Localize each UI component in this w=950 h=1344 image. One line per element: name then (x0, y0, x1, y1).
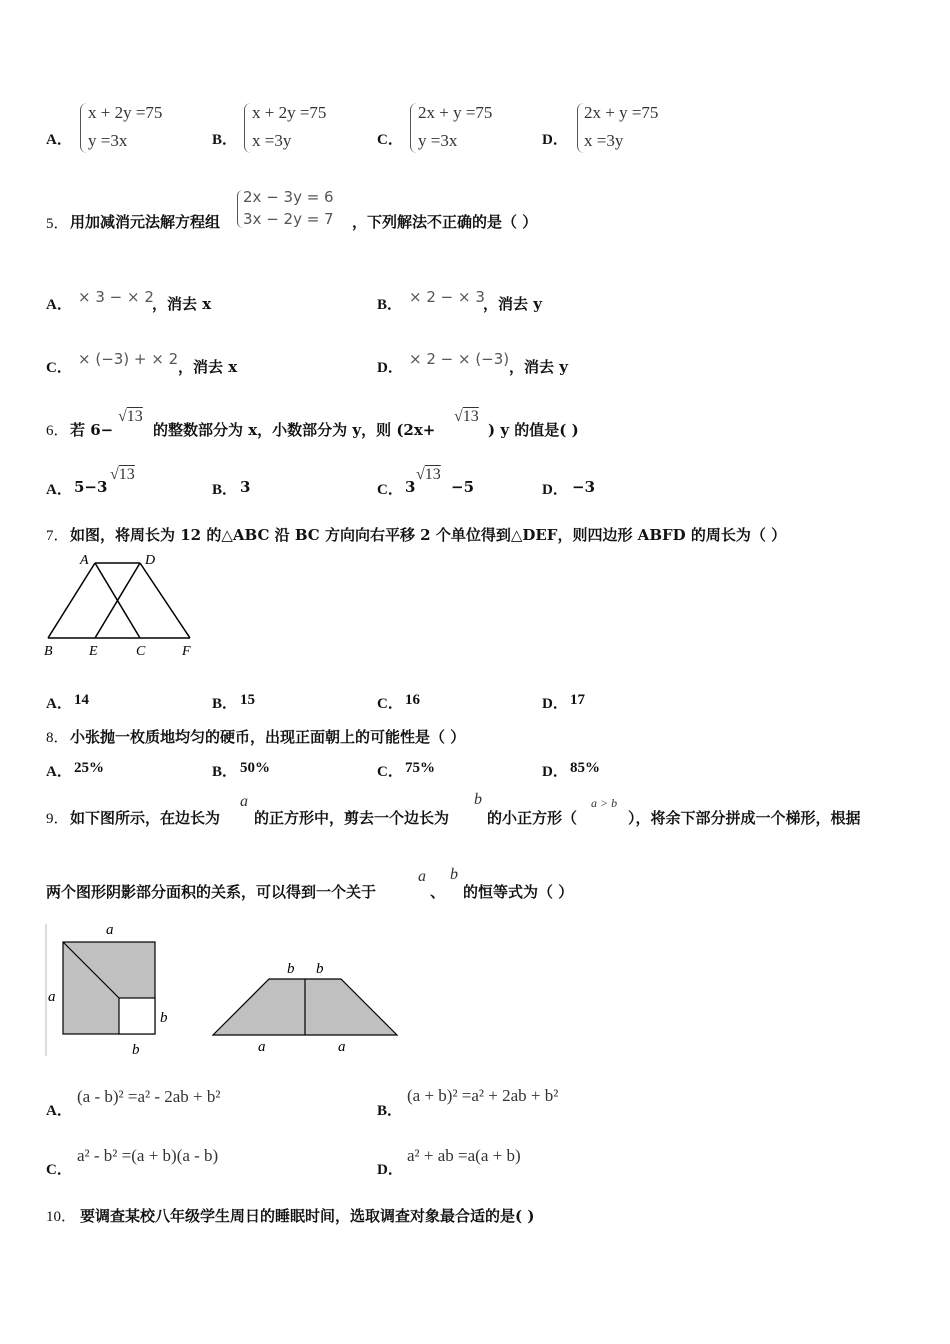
q9-fig-label-a2: a (338, 1039, 346, 1055)
q5-text-before: 用加减消元法解方程组 (70, 213, 221, 231)
q4-option-c-label: C． (377, 132, 403, 148)
q6-option-b-value: 3 (240, 478, 251, 496)
q6-option-c-sqrt: √13 (416, 466, 441, 483)
q6-option-c-post: −5 (451, 478, 475, 496)
q7-edge-ab (48, 563, 95, 638)
q8-text: 小张抛一枚质地均匀的硬币，出现正面朝上的可能性是（ ） (70, 728, 466, 746)
q4-option-d-eq2: x =3y (584, 131, 624, 150)
q9-text-1: 如下图所示，在边长为 (70, 809, 221, 827)
q5-option-b-suffix: ，消去 y (483, 295, 542, 313)
q9-text-3: 的小正方形（ (487, 809, 578, 827)
q4-option-d-brace (577, 103, 584, 153)
q7-label-b: B (44, 644, 53, 659)
q4-option-a-label: A． (46, 132, 72, 148)
q5-option-c-label: C． (46, 360, 72, 376)
q5-eq2: 3x − 2y = 7 (243, 210, 334, 228)
q9-fig-label-b1: b (287, 961, 295, 977)
q5-eq1: 2x − 3y = 6 (243, 188, 334, 206)
q4-option-b-eq2: x =3y (252, 131, 292, 150)
q6-text-3: ) y 的值是( ) (488, 421, 579, 439)
q9-fig-label-b-bottom: b (132, 1042, 140, 1058)
q4-option-c-brace (410, 103, 417, 153)
q9-option-b-label: B． (377, 1103, 403, 1119)
q4-option-b-brace (244, 103, 251, 153)
q9-text-2: 的正方形中，剪去一个边长为 (254, 809, 450, 827)
q5-number: 5． (46, 216, 69, 232)
q8-option-a-value: 25% (74, 760, 104, 776)
q8-option-c-value: 75% (405, 760, 435, 776)
q4-option-d-eq1: 2x + y =75 (584, 103, 659, 122)
q9-var-a: a (240, 793, 248, 810)
q6-option-a-pre: 5−3 (74, 478, 108, 496)
q6-option-b-label: B． (212, 482, 238, 498)
q9-fig-label-a-left: a (48, 989, 56, 1005)
q9-var-b: b (474, 791, 482, 808)
q4-option-b-eq1: x + 2y =75 (252, 103, 327, 122)
q5-option-a-expr: × 3 − × 2 (78, 288, 154, 306)
q6-option-c-pre: 3 (405, 478, 416, 496)
q9-condition: a > b (591, 796, 618, 810)
q6-sqrt-2: √13 (454, 408, 479, 425)
q7-option-b-value: 15 (240, 692, 255, 708)
q6-option-d-label: D． (542, 482, 568, 498)
q6-option-c-radicand: 13 (424, 466, 441, 483)
q6-sqrt-1-radicand: 13 (126, 408, 143, 425)
q4-option-c-eq2: y =3x (418, 131, 458, 150)
q7-figure-trapezoid (40, 548, 210, 660)
q5-option-c-suffix: ，消去 x (178, 358, 238, 376)
q8-option-b-value: 50% (240, 760, 270, 776)
q9-option-c-label: C． (46, 1162, 72, 1178)
q7-option-c-label: C． (377, 696, 403, 712)
q5-option-a-label: A． (46, 297, 72, 313)
q9-figure (40, 918, 410, 1063)
q8-number: 8． (46, 730, 69, 746)
q9-option-d-label: D． (377, 1162, 403, 1178)
q7-text: 如图，将周长为 12 的△ABC 沿 BC 方向向右平移 2 个单位得到△DEF，则四边形 ABFD 的周长为（ ） (70, 526, 787, 544)
q9-var-b-2: b (450, 866, 458, 883)
q6-option-d-value: −3 (572, 478, 596, 496)
q8-option-a-label: A． (46, 764, 72, 780)
q9-fig-label-b2: b (316, 961, 324, 977)
q9-fig-label-b-right: b (160, 1010, 168, 1026)
q9-text-5: 两个图形阴影部分面积的关系，可以得到一个关于 (46, 883, 377, 901)
q9-option-b-expr: (a + b)² =a² + 2ab + b² (407, 1086, 559, 1105)
q7-label-a: A (80, 553, 89, 568)
q8-option-d-label: D． (542, 764, 568, 780)
q4-option-a-brace (80, 103, 87, 153)
q7-label-c: C (136, 644, 146, 659)
q7-label-f: F (182, 644, 191, 659)
q9-text-7: 的恒等式为（ ） (463, 883, 574, 901)
q9-number: 9． (46, 811, 69, 827)
q8-option-d-value: 85% (570, 760, 600, 776)
q9-option-d-expr: a² + ab =a(a + b) (407, 1146, 521, 1165)
q4-option-d-label: D． (542, 132, 568, 148)
q4-option-c-eq1: 2x + y =75 (418, 103, 493, 122)
q5-text-after: ，下列解法不正确的是（ ） (352, 213, 538, 231)
q5-option-a-suffix: ，消去 x (152, 295, 212, 313)
q5-option-d-suffix: ，消去 y (509, 358, 568, 376)
q7-option-a-label: A． (46, 696, 72, 712)
q9-option-a-expr: (a - b)² =a² - 2ab + b² (77, 1087, 221, 1106)
q7-edge-df (140, 563, 190, 638)
q7-option-a-value: 14 (74, 692, 89, 708)
q6-number: 6． (46, 423, 69, 439)
q7-label-d: D (145, 553, 156, 568)
q6-text-1: 若 6− (70, 421, 114, 439)
q6-sqrt-2-radicand: 13 (462, 408, 479, 425)
q9-var-a-2: a (418, 868, 426, 885)
q6-text-2: 的整数部分为 x，小数部分为 y，则 (2x+ (153, 421, 436, 439)
q10-number: 10． (46, 1209, 77, 1225)
q6-sqrt-1: √13 (118, 408, 143, 425)
q9-fig-label-a-top: a (106, 922, 114, 938)
q4-option-b-label: B． (212, 132, 238, 148)
q7-option-d-value: 17 (570, 692, 585, 708)
q7-number: 7． (46, 528, 69, 544)
q9-fig-label-a1: a (258, 1039, 266, 1055)
q7-option-d-label: D． (542, 696, 568, 712)
q9-option-c-expr: a² - b² =(a + b)(a - b) (77, 1146, 219, 1165)
q5-option-c-expr: × (−3) + × 2 (78, 350, 179, 368)
q8-option-c-label: C． (377, 764, 403, 780)
q4-option-a-eq2: y =3x (88, 131, 128, 150)
q5-option-b-label: B． (377, 297, 403, 313)
q9-text-4: ），将余下部分拼成一个梯形，根据 (628, 809, 861, 827)
q7-label-e: E (89, 644, 98, 659)
q6-option-a-sqrt: √13 (110, 466, 135, 483)
q9-option-a-label: A． (46, 1103, 72, 1119)
q6-option-a-label: A． (46, 482, 72, 498)
q6-option-c-label: C． (377, 482, 403, 498)
q6-option-a-radicand: 13 (118, 466, 135, 483)
q4-option-a-eq1: x + 2y =75 (88, 103, 163, 122)
q7-option-b-label: B． (212, 696, 238, 712)
q5-option-d-label: D． (377, 360, 403, 376)
q7-option-c-value: 16 (405, 692, 420, 708)
q10-text: 要调查某校八年级学生周日的睡眠时间，选取调查对象最合适的是( ) (80, 1207, 535, 1225)
q8-option-b-label: B． (212, 764, 238, 780)
q5-option-d-expr: × 2 − × (−3) (409, 350, 510, 368)
q9-small-square (119, 998, 155, 1034)
q9-text-6: 、 (430, 883, 446, 901)
q5-option-b-expr: × 2 − × 3 (409, 288, 485, 306)
